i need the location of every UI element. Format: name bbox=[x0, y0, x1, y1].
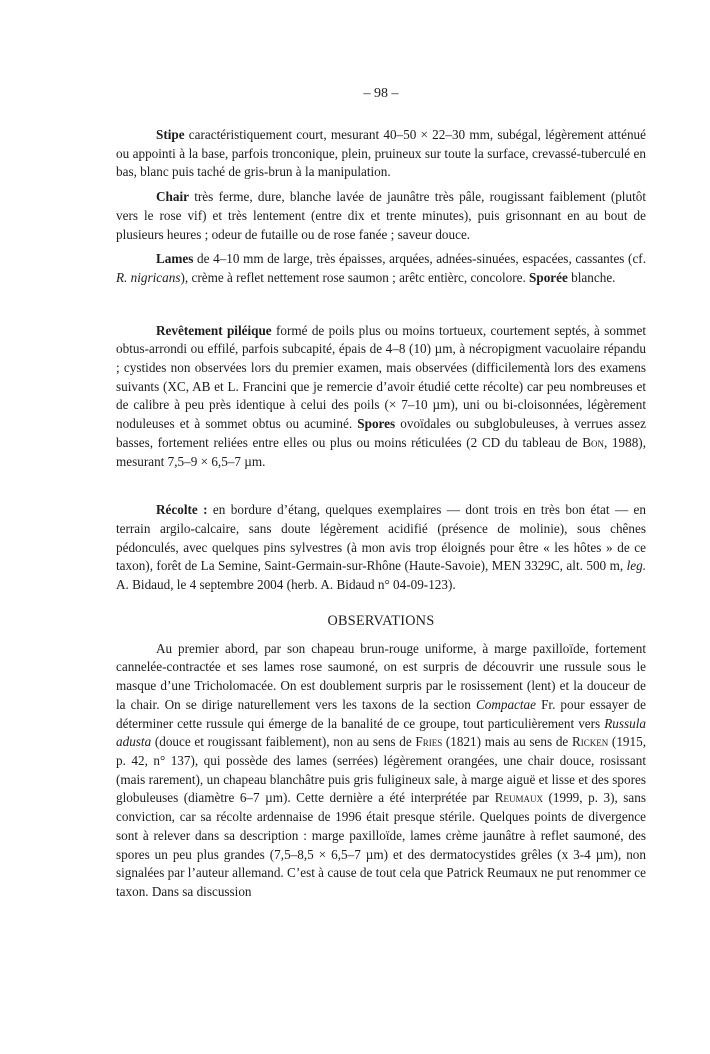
term-stipe: Stipe bbox=[156, 127, 185, 142]
lames-text-1: de 4–10 mm de large, très épaisses, arquées, adnées-sinuées, espacées, cassantes (cf. bbox=[193, 251, 646, 267]
author-ricken: Ricken bbox=[571, 734, 609, 750]
observations-heading: OBSERVATIONS bbox=[327, 612, 435, 629]
species-name: R. nigricans bbox=[116, 269, 181, 285]
author-fries: Fries bbox=[415, 734, 443, 750]
obs-text-4: (1821) mais au sens de bbox=[442, 734, 572, 750]
leg-abbrev: leg. bbox=[626, 558, 646, 574]
page-body bbox=[116, 86, 646, 902]
obs-text-5: (1915, p. 42, n° 137), qui possède des lames (serrées) légèrement orangées, une chair douce, rosissant (mais rarement), un chapeau blanchâtre puis gris fuligineux sale, à marge aiguë et lisse et des spores globuleuses (diamètre 6–7 µm). Cette dernière a été interprétée par bbox=[116, 734, 646, 806]
obs-text-1: Au premier abord, par son chapeau brun-rouge uniforme, à marge paxilloïde, fortement cannelée-contractée et ses lames rose saumoné, on est surpris de découvrir une russule sous le masque d’une Tricholomacée. On est doublement surpris par le rosissement (lent) et la douceur de la chair. On se dirige naturellement vers les taxons de la section bbox=[116, 640, 646, 712]
term-spores: Spores bbox=[357, 416, 396, 432]
section-compactae: Compactae bbox=[475, 696, 537, 712]
page-number: – 98 – bbox=[363, 86, 399, 101]
obs-text-3: (douce et rougissant faiblement), non au sens de bbox=[151, 734, 416, 750]
stipe-text: caractéristiquement court, mesurant 40–50 × 22–30 mm, subégal, légèrement atténué ou appointi à la base, parfois tronconique, plein, pruineux sur toute la surface, crevassé-tuberculé en bas, blanc puis taché de gris-brun à la manipulation. bbox=[116, 127, 646, 180]
paragraph-lames bbox=[116, 250, 646, 287]
paragraph-revetement bbox=[116, 322, 646, 472]
author-reumaux: Reumaux bbox=[494, 790, 543, 806]
paragraph-chair bbox=[116, 188, 646, 244]
recolte-text-2: A. Bidaud, le 4 septembre 2004 (herb. A. Bidaud n° 04-09-123). bbox=[116, 577, 456, 593]
chair-text: très ferme, dure, blanche lavée de jaunâtre très pâle, rougissant faiblement (plutôt vers le rose vif) et très lentement (entre dix et trente minutes), puis grisonnant en au bout de plusieurs heures ; odeur de futaille ou de rose fanée ; saveur douce. bbox=[116, 189, 646, 242]
term-recolte: Récolte : bbox=[156, 502, 208, 518]
paragraph-recolte bbox=[116, 501, 646, 595]
paragraph-stipe bbox=[116, 126, 646, 182]
revetement-text-2: ovoïdales ou subglobuleuses, à verrues assez basses, fortement reliées entre elles ou plus ou moins réticulées (2 CD du tableau de bbox=[116, 416, 646, 450]
species-russula-adusta: Russula adusta bbox=[116, 715, 646, 750]
obs-text-6: (1999, p. 3), sans conviction, car sa récolte ardennaise de 1996 était presque stérile. Quelques points de divergence sont à relever dans sa description : marge paxilloïde, lames crème jaunâtre à reflet saumoné, des spores un peu plus grandes (7,5–8,5 × 6,5–7 µm) et des dermatocystides grêles (x 3-4 µm), non signalées par l’auteur allemand. C’est à cause de tout cela que Patrick Reumaux ne put renommer ce taxon. Dans sa discussion bbox=[116, 790, 646, 899]
paragraph-observations bbox=[116, 640, 646, 902]
author-bon: Bon bbox=[582, 434, 605, 450]
term-sporee: Sporée bbox=[529, 269, 568, 285]
revetement-text-3: , 1988), mesurant 7,5–9 × 6,5–7 µm. bbox=[116, 434, 646, 469]
obs-text-2: Fr. pour essayer de déterminer cette russule qui émerge de la banalité de ce groupe, tout particulièrement vers bbox=[116, 696, 646, 731]
term-lames: Lames bbox=[156, 251, 194, 267]
revetement-text-1: formé de poils plus ou moins tortueux, courtement septés, à sommet obtus-arrondi ou effilé, parfois subcapité, épais de 4–8 (10) µm, à nécropigment vacuolaire répandu ; cystides non observées lors du premier examen, mais observées (difficilementà lors des examens suivants (XC, AB et L. Francini que je remercie d’avoir étudié cette récolte) car peu nombreuses et de calibre à peu près identique à celui des poils (× 7–10 µm), uni ou bi-cloisonnées, légèrement noduleuses et à sommet obtus ou acuminé. bbox=[116, 322, 646, 432]
sporee-text: blanche. bbox=[567, 269, 616, 285]
term-chair: Chair bbox=[156, 189, 189, 205]
lames-text-2: ), crème à reflet nettement rose saumon ; arêtc entièrc, concolore. bbox=[180, 269, 530, 285]
term-revetement: Revêtement piléique bbox=[156, 322, 272, 338]
recolte-text-1: en bordure d’étang, quelques exemplaires — dont trois en très bon état — en terrain argilo-calcaire, sans doute légèrement acidifié (présence de molinie), sous chênes pédonculés, avec quelques pins sylvestres (à mon avis trop éloignés pour être « les hôtes » de ce taxon), forêt de La Semine, Saint-Germain-sur-Rhône (Haute-Savoie), MEN 3329C, alt. 500 m, bbox=[116, 502, 647, 574]
